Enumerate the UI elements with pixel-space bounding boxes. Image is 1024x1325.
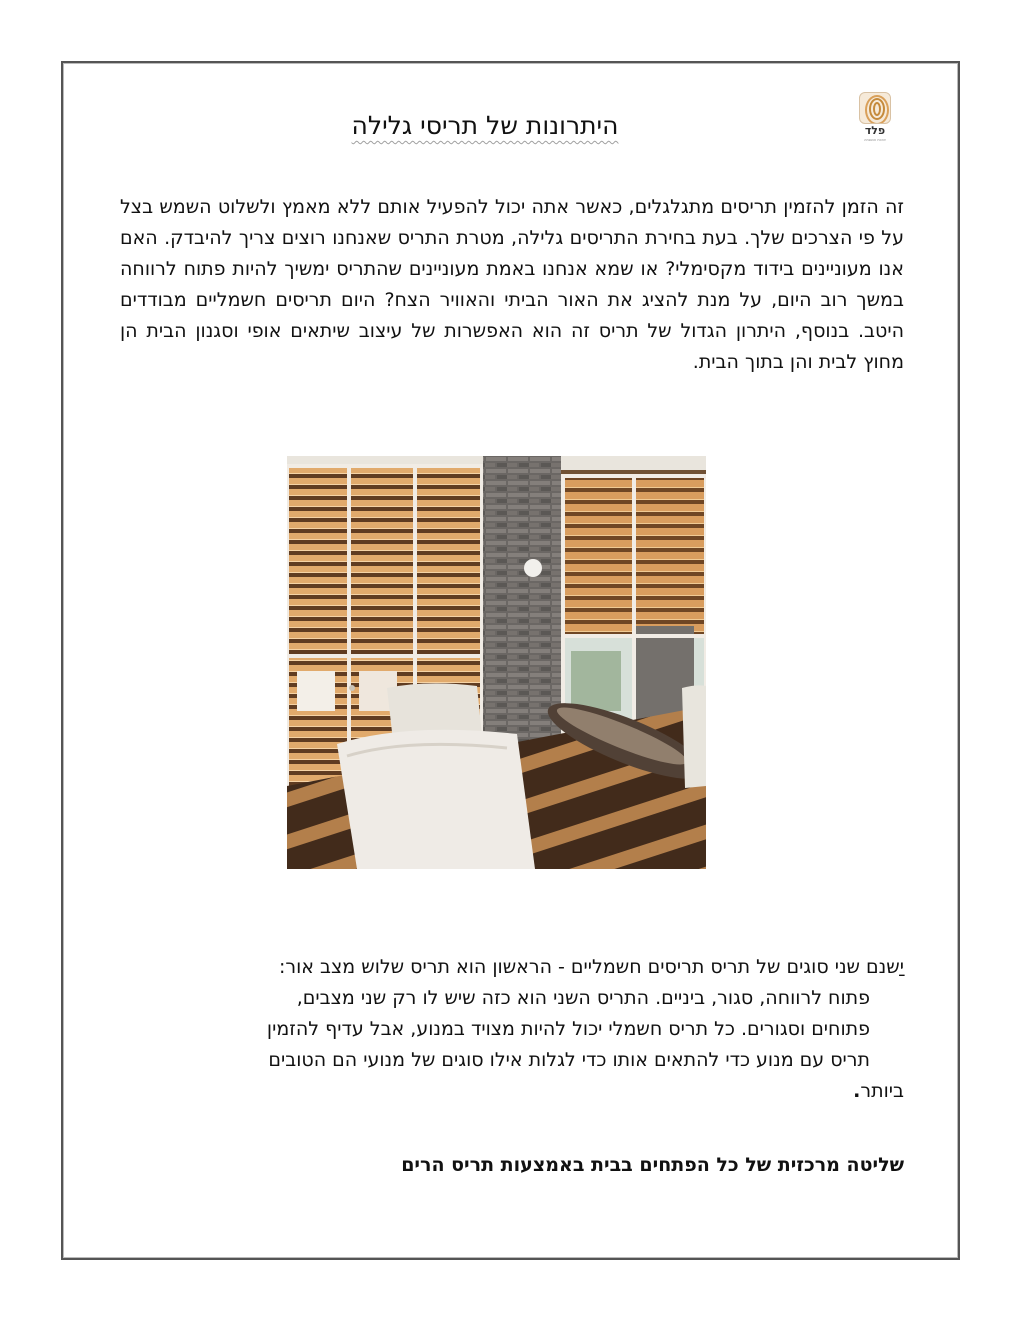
logo-name: פלד <box>864 124 886 137</box>
shutter-types-line-3: פתוחים וסגורים. כל תריס חשמלי יכול להיות מצויד במנוע, אבל עדיף להזמין <box>266 1018 870 1040</box>
shutter-types-line-5-text: ביותר <box>860 1080 904 1102</box>
shutters-room-photo <box>287 456 706 869</box>
shutter-types-line-1: יַשנם שני סוגים של תריס תריסים חשמליים - הראשון הוא תריס שלוש מצב אור: <box>279 956 904 978</box>
shutter-types-line-5 <box>120 1076 904 1107</box>
shutter-types-line-5-mark: . <box>853 1080 861 1102</box>
shutter-types-line-2: פתוח לרווחה, סגור, ביניים. התריס השני הוא כזה שיש לו רק שני מצבים, <box>296 987 870 1009</box>
fingerprint-logo-icon <box>859 92 891 124</box>
intro-paragraph: זה הזמן להזמין תריסים מתגלגלים, כאשר אתה יכול להפעיל אותם ללא מאמץ ולשלוט השמש בצל על פי הצרכים שלך. בעת בחירת התריסים גלילה, מטרת התריס שאנחנו רוצים צריך להיבדק. האם אנו מעוניינים בידוד מקסימלי? או שמא אנחנו באמת מעוניינים שהתריס ימשיך להיות פתוח לרווחה במשך רוב היום, על מנת להציג את האור הביתי והאוויר הצח? היום תריסים חשמליים מבודדים היטב. בנוסף, היתרון הגדול של תריס זה הוא האפשרות של עיצוב שיתאים אופי וסגנון הבית הן מחוץ לבית והן בתוך הבית. <box>120 196 904 373</box>
logo-tagline: איכות והשגחה <box>864 137 886 142</box>
company-logo <box>858 92 892 144</box>
section-subheading: שליטה מרכזית של כל הפתחים בבית באמצעות תריס הרים <box>401 1154 904 1176</box>
shutter-types-line-4: תריס עם מנוע כדי להתאים אותו כדי לגלות אילו סוגים של מנועי הם הטובים <box>268 1049 870 1071</box>
title-text: היתרונות של תריסי גלילה <box>351 111 619 140</box>
page-title <box>300 110 670 142</box>
shutter-types-paragraph <box>120 952 904 1107</box>
